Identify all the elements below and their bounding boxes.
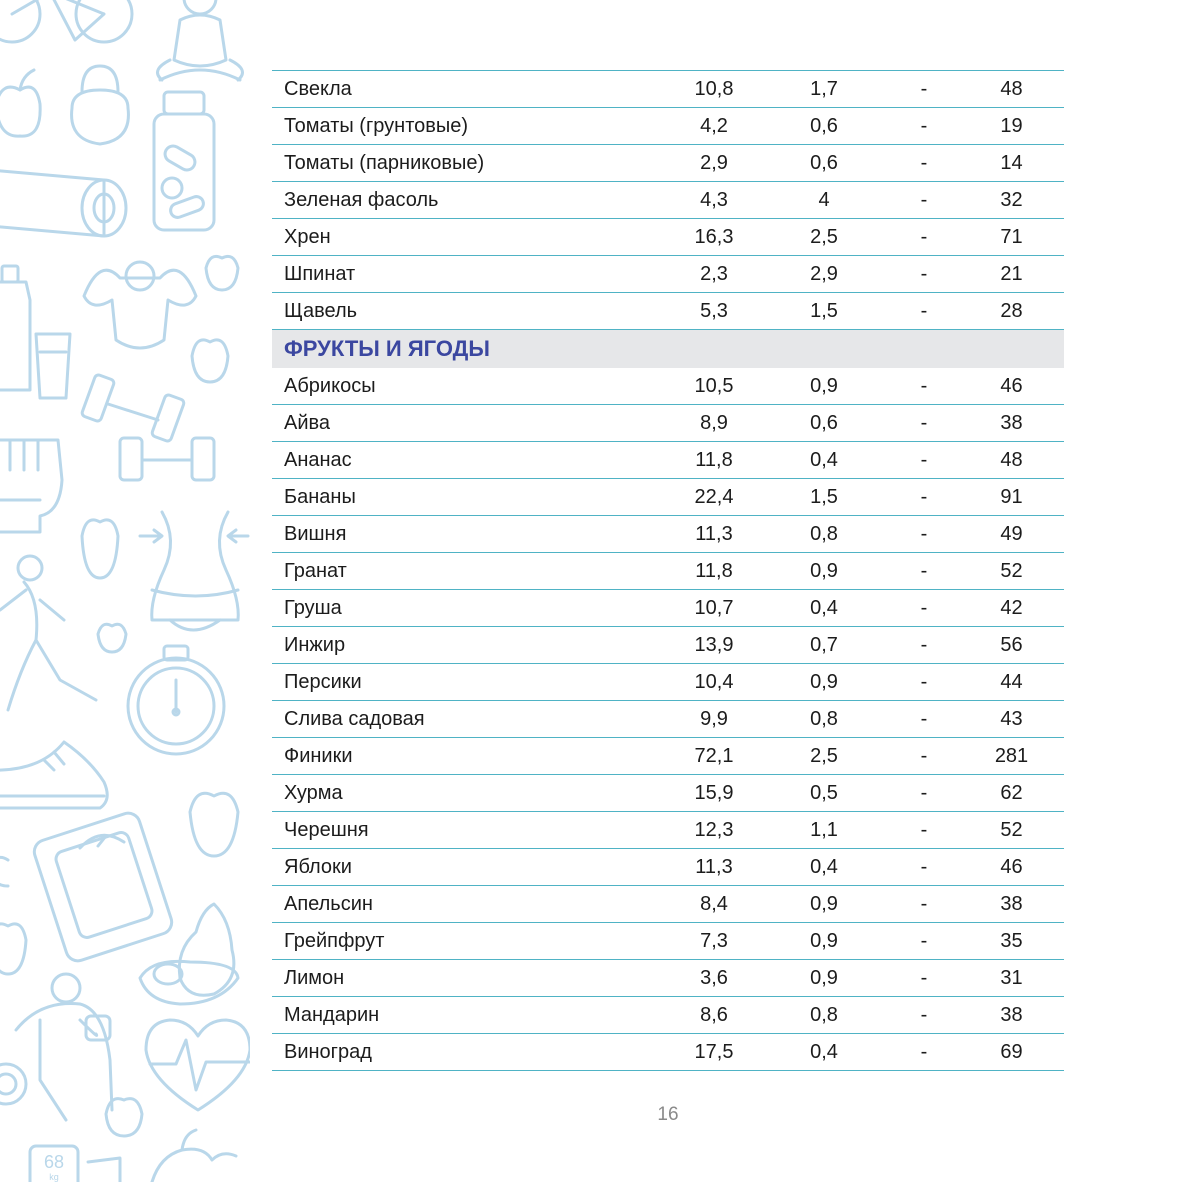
table-row (272, 775, 1064, 812)
table-row (272, 442, 1064, 479)
decorative-sidebar (0, 0, 250, 1182)
product-name-cell: Апельсин (272, 886, 659, 923)
value-cell-c1: 3,6 (659, 960, 769, 997)
value-cell-c1: 7,3 (659, 923, 769, 960)
glass-icon (36, 334, 70, 398)
table-row (272, 738, 1064, 775)
value-cell-c3: - (879, 442, 969, 479)
product-name-cell: Бананы (272, 479, 659, 516)
value-cell-c3: - (879, 738, 969, 775)
value-cell-c1: 11,8 (659, 442, 769, 479)
product-name-cell: Томаты (парниковые) (272, 145, 659, 182)
value-cell-c3: - (879, 701, 969, 738)
value-cell-c1: 12,3 (659, 812, 769, 849)
page-number: 16 (657, 1104, 679, 1125)
value-cell-c2: 0,4 (769, 849, 879, 886)
product-name-cell: Груша (272, 590, 659, 627)
bathroom-scale-icon (31, 810, 175, 964)
water-bottle-icon (0, 266, 30, 390)
value-cell-c3: - (879, 886, 969, 923)
value-cell-c1: 8,4 (659, 886, 769, 923)
product-name-cell: Виноград (272, 1034, 659, 1071)
value-cell-c2: 0,6 (769, 405, 879, 442)
value-cell-c4: 43 (969, 701, 1064, 738)
value-cell-c1: 5,3 (659, 293, 769, 330)
product-name-cell: Финики (272, 738, 659, 775)
sneaker-icon (0, 742, 107, 808)
dumbbell-icon (81, 374, 214, 480)
value-cell-c2: 0,9 (769, 960, 879, 997)
table-row (272, 182, 1064, 219)
value-cell-c1: 11,3 (659, 516, 769, 553)
value-cell-c4: 32 (969, 182, 1064, 219)
value-cell-c2: 0,5 (769, 775, 879, 812)
table-row (272, 701, 1064, 738)
value-cell-c1: 9,9 (659, 701, 769, 738)
table-row (272, 812, 1064, 849)
apple-icon (0, 70, 40, 136)
value-cell-c1: 72,1 (659, 738, 769, 775)
product-name-cell: Инжир (272, 627, 659, 664)
table-row (272, 664, 1064, 701)
value-cell-c2: 1,5 (769, 479, 879, 516)
value-cell-c3: - (879, 775, 969, 812)
product-name-cell: Хурма (272, 775, 659, 812)
pill-jar-icon (154, 92, 214, 230)
value-cell-c2: 4 (769, 182, 879, 219)
value-cell-c1: 10,7 (659, 590, 769, 627)
waist-icon (140, 512, 248, 630)
table-row (272, 997, 1064, 1034)
value-cell-c1: 16,3 (659, 219, 769, 256)
product-name-cell: Лимон (272, 960, 659, 997)
product-name-cell: Айва (272, 405, 659, 442)
value-cell-c4: 38 (969, 405, 1064, 442)
table-row (272, 145, 1064, 182)
athlete-icon (0, 974, 112, 1120)
value-cell-c1: 8,9 (659, 405, 769, 442)
value-cell-c1: 11,3 (659, 849, 769, 886)
value-cell-c2: 0,8 (769, 701, 879, 738)
product-name-cell: Зеленая фасоль (272, 182, 659, 219)
table-row (272, 590, 1064, 627)
value-cell-c2: 0,4 (769, 442, 879, 479)
value-cell-c2: 0,4 (769, 590, 879, 627)
product-name-cell: Мандарин (272, 997, 659, 1034)
avocado-icon (140, 904, 238, 1004)
value-cell-c1: 4,3 (659, 182, 769, 219)
table-row (272, 849, 1064, 886)
value-cell-c4: 28 (969, 293, 1064, 330)
glove-icon (0, 440, 62, 532)
value-cell-c3: - (879, 368, 969, 405)
value-cell-c4: 48 (969, 71, 1064, 108)
value-cell-c3: - (879, 71, 969, 108)
value-cell-c1: 10,4 (659, 664, 769, 701)
value-cell-c1: 2,3 (659, 256, 769, 293)
value-cell-c3: - (879, 108, 969, 145)
table-row (272, 108, 1064, 145)
table-row (272, 923, 1064, 960)
product-name-cell: Черешня (272, 812, 659, 849)
value-cell-c4: 21 (969, 256, 1064, 293)
value-cell-c4: 19 (969, 108, 1064, 145)
table-row (272, 219, 1064, 256)
section-header-row (272, 330, 1064, 369)
table-row (272, 553, 1064, 590)
value-cell-c2: 1,1 (769, 812, 879, 849)
value-cell-c4: 42 (969, 590, 1064, 627)
table-row (272, 627, 1064, 664)
value-cell-c2: 0,8 (769, 997, 879, 1034)
value-cell-c4: 62 (969, 775, 1064, 812)
value-cell-c3: - (879, 664, 969, 701)
table-row (272, 293, 1064, 330)
value-cell-c1: 4,2 (659, 108, 769, 145)
apple-icon (0, 256, 238, 1136)
value-cell-c2: 0,4 (769, 1034, 879, 1071)
value-cell-c2: 0,9 (769, 923, 879, 960)
runner-icon (0, 556, 96, 710)
value-cell-c4: 48 (969, 442, 1064, 479)
value-cell-c1: 11,8 (659, 553, 769, 590)
value-cell-c1: 15,9 (659, 775, 769, 812)
value-cell-c3: - (879, 219, 969, 256)
stopwatch-icon (128, 646, 224, 754)
table-row (272, 479, 1064, 516)
value-cell-c4: 56 (969, 627, 1064, 664)
value-cell-c3: - (879, 849, 969, 886)
value-cell-c2: 2,9 (769, 256, 879, 293)
value-cell-c4: 91 (969, 479, 1064, 516)
scale-display-unit: kg (49, 1172, 59, 1182)
table-row (272, 516, 1064, 553)
bicycle-icon (0, 0, 132, 42)
value-cell-c3: - (879, 553, 969, 590)
nutrition-table-body (272, 71, 1064, 1071)
nutrition-table (272, 70, 1064, 1071)
yoga-icon (158, 0, 243, 80)
value-cell-c4: 52 (969, 553, 1064, 590)
value-cell-c2: 0,6 (769, 145, 879, 182)
value-cell-c4: 31 (969, 960, 1064, 997)
value-cell-c3: - (879, 590, 969, 627)
value-cell-c2: 2,5 (769, 738, 879, 775)
table-row (272, 1034, 1064, 1071)
value-cell-c4: 49 (969, 516, 1064, 553)
product-name-cell: Гранат (272, 553, 659, 590)
value-cell-c1: 2,9 (659, 145, 769, 182)
value-cell-c2: 1,7 (769, 71, 879, 108)
bodybuilder-icon (84, 262, 196, 348)
value-cell-c3: - (879, 627, 969, 664)
product-name-cell: Яблоки (272, 849, 659, 886)
product-name-cell: Слива садовая (272, 701, 659, 738)
value-cell-c3: - (879, 182, 969, 219)
value-cell-c2: 0,9 (769, 886, 879, 923)
value-cell-c1: 17,5 (659, 1034, 769, 1071)
value-cell-c4: 52 (969, 812, 1064, 849)
value-cell-c2: 0,9 (769, 664, 879, 701)
table-row (272, 368, 1064, 405)
table-row (272, 405, 1064, 442)
value-cell-c2: 0,6 (769, 108, 879, 145)
value-cell-c2: 1,5 (769, 293, 879, 330)
kettlebell-icon (72, 66, 129, 144)
value-cell-c3: - (879, 293, 969, 330)
value-cell-c3: - (879, 516, 969, 553)
value-cell-c2: 0,7 (769, 627, 879, 664)
product-name-cell: Вишня (272, 516, 659, 553)
value-cell-c3: - (879, 812, 969, 849)
value-cell-c4: 69 (969, 1034, 1064, 1071)
value-cell-c3: - (879, 479, 969, 516)
value-cell-c4: 35 (969, 923, 1064, 960)
value-cell-c2: 0,9 (769, 553, 879, 590)
value-cell-c3: - (879, 145, 969, 182)
table-row (272, 886, 1064, 923)
table-row (272, 256, 1064, 293)
value-cell-c1: 10,8 (659, 71, 769, 108)
value-cell-c4: 71 (969, 219, 1064, 256)
value-cell-c3: - (879, 256, 969, 293)
heart-pulse-icon (146, 1020, 250, 1110)
product-name-cell: Ананас (272, 442, 659, 479)
value-cell-c3: - (879, 1034, 969, 1071)
value-cell-c3: - (879, 923, 969, 960)
product-name-cell: Хрен (272, 219, 659, 256)
value-cell-c4: 44 (969, 664, 1064, 701)
value-cell-c4: 46 (969, 368, 1064, 405)
scale-display-value: 68 (43, 1152, 65, 1172)
product-name-cell: Щавель (272, 293, 659, 330)
value-cell-c3: - (879, 997, 969, 1034)
yoga-mat-icon (0, 170, 126, 236)
product-name-cell: Персики (272, 664, 659, 701)
product-name-cell: Грейпфрут (272, 923, 659, 960)
value-cell-c1: 10,5 (659, 368, 769, 405)
product-name-cell: Томаты (грунтовые) (272, 108, 659, 145)
value-cell-c2: 2,5 (769, 219, 879, 256)
value-cell-c4: 46 (969, 849, 1064, 886)
section-title: ФРУКТЫ И ЯГОДЫ (272, 330, 1064, 369)
value-cell-c4: 38 (969, 886, 1064, 923)
value-cell-c3: - (879, 960, 969, 997)
table-row (272, 71, 1064, 108)
value-cell-c1: 8,6 (659, 997, 769, 1034)
value-cell-c4: 14 (969, 145, 1064, 182)
value-cell-c2: 0,8 (769, 516, 879, 553)
value-cell-c2: 0,9 (769, 368, 879, 405)
product-name-cell: Шпинат (272, 256, 659, 293)
value-cell-c4: 281 (969, 738, 1064, 775)
product-name-cell: Свекла (272, 71, 659, 108)
value-cell-c1: 13,9 (659, 627, 769, 664)
product-name-cell: Абрикосы (272, 368, 659, 405)
value-cell-c3: - (879, 405, 969, 442)
value-cell-c1: 22,4 (659, 479, 769, 516)
value-cell-c4: 38 (969, 997, 1064, 1034)
table-row (272, 960, 1064, 997)
